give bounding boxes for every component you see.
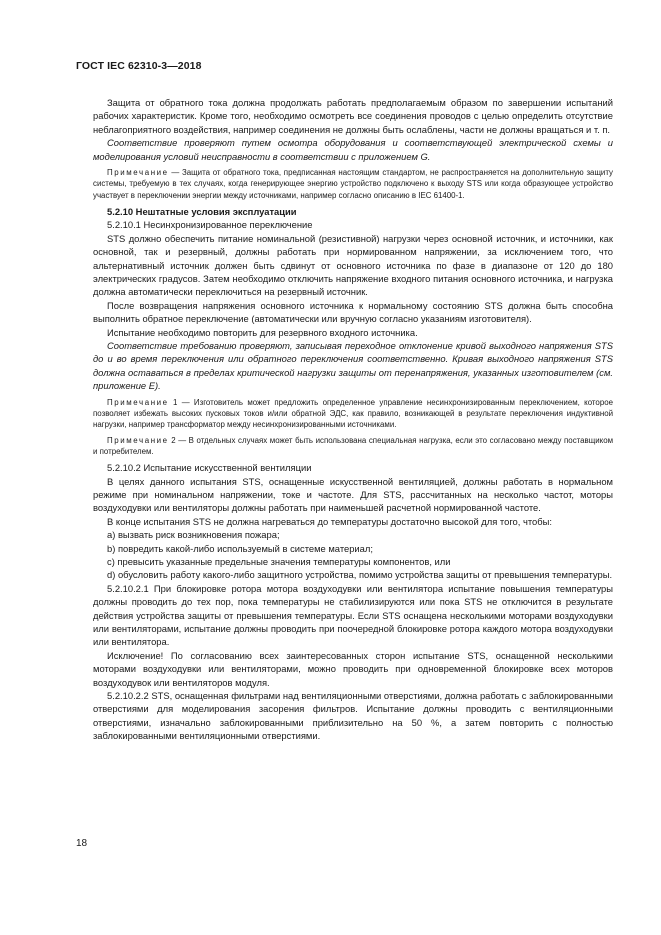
note-text: 1 — Изготовитель может предложить определенное управление несинхронизированным переключением, которое позволяет избежать высоких пусковых токов и/или обратной ЭДС, как правило, возникающей в результате переключения индуктивной нагрузки, например трансформатор между несинхронизированными источниками. bbox=[93, 397, 613, 430]
paragraph: 5.2.10.2.1 При блокировке ротора мотора воздуходувки или вентилятора испытание повышения температуры должны проводить до тех пор, пока температуры не стабилизируются или пока STS не отключится в результате действия устройства защиты от превышения температуры. Если STS оснащена несколькими моторами воздуходувки или вентиляторами, испытание должны проводить при поочередной блокировке ротора каждого мотора воздуходувки или вентилятора. bbox=[93, 582, 613, 648]
section-heading: 5.2.10 Нештатные условия эксплуатации bbox=[107, 205, 297, 217]
list-item: c) превысить указанные предельные значения температуры компонентов, или bbox=[107, 555, 451, 567]
note-label: Примечание bbox=[107, 435, 169, 445]
paragraph: После возвращения напряжения основного источника к нормальному состоянию STS должна быть способна выполнить обратное переключение (автоматически или вручную согласно указаниям изготовителя). bbox=[93, 299, 613, 325]
subsection-heading: 5.2.10.1 Несинхронизированное переключение bbox=[107, 219, 313, 231]
paragraph: В конце испытания STS не должна нагреваться до температуры достаточно высокой для того, чтобы: bbox=[107, 515, 552, 527]
subsection-heading: 5.2.10.2 Испытание искусственной вентиляции bbox=[107, 462, 312, 474]
list-item: a) вызвать риск возникновения пожара; bbox=[107, 529, 280, 541]
paragraph: Защита от обратного тока должна продолжать работать предполагаемым образом по завершении испытаний рабочих характеристик. Кроме того, необходимо осмотреть все соединения проводов с целью определить отсутствие неблагоприятного воздействия, например соединения не должны быть ослаблены, части не должны вращаться и т. п. bbox=[93, 97, 613, 135]
note bbox=[93, 435, 613, 458]
document-header: ГОСТ IEC 62310-3—2018 bbox=[76, 60, 202, 72]
note-label: Примечание bbox=[107, 168, 169, 178]
note bbox=[93, 397, 613, 431]
note-text: 2 — В отдельных случаях может быть использована специальная нагрузка, если это согласовано между поставщиком и потребителем. bbox=[93, 435, 614, 456]
compliance-paragraph: Соответствие требованию проверяют, записывая переходное отклонение кривой выходного напряжения STS до и во время переключения или обратного переключения соответственно. Кривая выходного напряжения STS должна оставаться в пределах критической нагрузки защиты от перенапряжения, указанных изготовителем (см. приложение E). bbox=[93, 339, 613, 392]
compliance-paragraph: Соответствие проверяют путем осмотра оборудования и соответствующей электрической схемы и моделирования условий неисправности в соответствии с приложением G. bbox=[93, 137, 613, 162]
note bbox=[93, 167, 613, 201]
paragraph: Испытание необходимо повторить для резервного входного источника. bbox=[107, 326, 418, 338]
list-item: d) обусловить работу какого-либо защитного устройства, помимо устройства защиты от превышения температуры. bbox=[107, 569, 613, 581]
note-label: Примечание bbox=[107, 397, 169, 407]
paragraph: 5.2.10.2.2 STS, оснащенная фильтрами над вентиляционными отверстиями, должна работать с заблокированными отверстиями для моделирования засорения фильтров. Испытание должны проводить с вентиляционными отверстиями, изначально заблокированными приблизительно на 50 %, а затем повторить с полностью заблокированными вентиляционными отверстиями. bbox=[93, 690, 613, 742]
page-number: 18 bbox=[76, 838, 88, 849]
list-item: b) повредить какой-либо используемый в системе материал; bbox=[107, 542, 373, 554]
paragraph: Исключение! По согласованию всех заинтересованных сторон испытание STS, оснащенной несколькими моторами воздуходувки или вентиляторами, можно проводить при одновременной блокировке всех моторов воздуходувок или вентиляторов модуля. bbox=[93, 649, 613, 688]
paragraph: STS должно обеспечить питание номинальной (резистивной) нагрузки через основной источник, и источники, как основной, так и резервный, должны работать при нормированном напряжении, за исключением того, что альтернативный источник должен быть сдвинут от основного источника по фазе в диапазоне от 120 до 180 электрических градусов. Затем необходимо отключить напряжение входного питания основного источника, и нагрузка должна автоматически переключиться на резервный источник. bbox=[93, 232, 613, 298]
page-content bbox=[93, 96, 613, 743]
note-text: — Защита от обратного тока, предписанная настоящим стандартом, не распространяется на дополнительную защиту системы, требуемую в тех случаях, когда генерирующее энергию устройство подключено к выходу STS или когда образующее устройство участвует в переключении энергии между источниками, например согласно описанию в IEC 61400-1. bbox=[93, 168, 613, 200]
paragraph: В целях данного испытания STS, оснащенные искусственной вентиляцией, должны работать в нормальном режиме при номинальном напряжении, токе и частоте. Для STS, рассчитанных на несколько частот, моторы воздуходувки или вентиляторы должны работать при наименьшей расчетной нормированной частоте. bbox=[93, 475, 613, 514]
